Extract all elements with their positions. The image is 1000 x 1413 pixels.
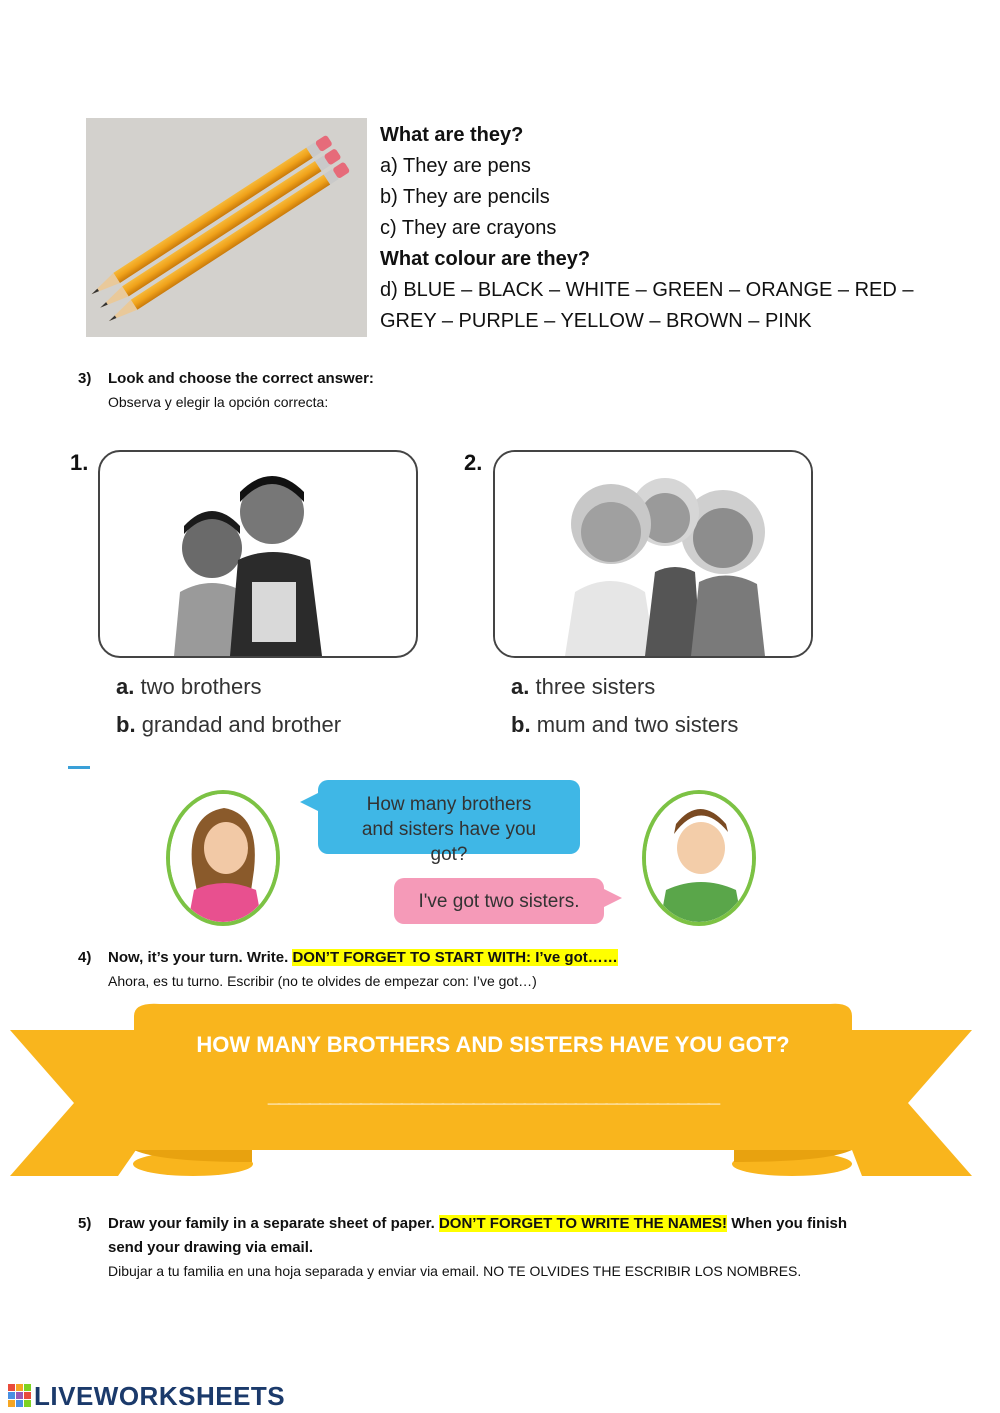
liveworksheets-logo-icon — [8, 1384, 32, 1408]
liveworksheets-logo-text[interactable]: LIVEWORKSHEETS — [34, 1381, 286, 1411]
section4-title: Now, it’s your turn. Write. — [108, 949, 289, 966]
item2-option-b[interactable] — [511, 712, 738, 738]
section3-subtitle: Observa y elegir la opción correcta: — [108, 394, 329, 410]
girl-illustration — [170, 794, 276, 922]
question-speech-bubble — [318, 780, 580, 865]
boy-avatar — [642, 790, 756, 926]
answer-speech-bubble — [394, 878, 604, 924]
option-c: c) They are crayons — [380, 217, 557, 239]
boy-illustration — [646, 794, 752, 922]
banner-answer-line[interactable]: ____________________________________________ — [267, 1082, 719, 1107]
item1-option-b-text: grandad and brother — [141, 712, 342, 737]
section5-title-line2: send your drawing via email. — [108, 1239, 314, 1256]
answer-speech-text: I've got two sisters. — [418, 891, 580, 912]
question-speech-text: How many brothers and sisters have you got? — [361, 794, 537, 865]
logo-tiles-icon — [8, 1384, 32, 1408]
two-boys-photo — [100, 452, 416, 656]
item2-number: 2. — [464, 450, 483, 475]
item1-number: 1. — [70, 450, 89, 475]
colour-options-line2: GREY – PURPLE – YELLOW – BROWN – PINK — [380, 310, 812, 332]
section4-number: 4) — [78, 949, 92, 966]
section5-title: Draw your family in a separate sheet of paper. — [108, 1215, 435, 1232]
question-what-colour: What colour are they? — [380, 248, 591, 270]
section4-subtitle: Ahora, es tu turno. Escribir (no te olvides de empezar con: I’ve got…) — [108, 973, 537, 989]
colour-options-line1: d) BLUE – BLACK – WHITE – GREEN – ORANGE – RED – — [380, 279, 914, 301]
question-what-are-they: What are they? — [380, 124, 524, 146]
item1-photo-frame — [98, 450, 418, 658]
item2-option-a-letter: a. — [511, 674, 530, 699]
three-girls-photo — [495, 452, 811, 656]
girl-avatar — [166, 790, 280, 926]
pencils-illustration — [86, 118, 367, 337]
pencils-question-block — [380, 120, 940, 337]
item2-option-a[interactable] — [511, 674, 655, 700]
item1-option-a[interactable] — [116, 674, 262, 700]
section5-title-end: When you finish — [731, 1215, 848, 1232]
option-b: b) They are pencils — [380, 186, 550, 208]
option-a: a) They are pens — [380, 155, 531, 177]
item1-option-a-letter: a. — [116, 674, 135, 699]
item2-option-b-letter: b. — [511, 712, 531, 737]
section4-title-line — [108, 949, 618, 966]
section3-title: Look and choose the correct answer: — [108, 370, 374, 387]
item1-option-b-letter: b. — [116, 712, 136, 737]
question-bubble-tail — [300, 792, 320, 812]
answer-bubble-tail — [602, 888, 622, 908]
section3-number: 3) — [78, 370, 92, 387]
section5-number: 5) — [78, 1215, 92, 1232]
pencils-image — [86, 118, 367, 337]
item2-photo-frame — [493, 450, 813, 658]
item2-option-a-text: three sisters — [535, 674, 656, 699]
section4-highlight: DON’T FORGET TO START WITH: I’ve got…… — [292, 949, 618, 966]
section5-highlight: DON’T FORGET TO WRITE THE NAMES! — [438, 1215, 728, 1232]
item2-option-b-text: mum and two sisters — [536, 712, 739, 737]
section5-title-line — [108, 1215, 847, 1232]
item1-option-b[interactable] — [116, 712, 341, 738]
decorative-blue-dash — [68, 766, 90, 769]
section5-subtitle: Dibujar a tu familia en una hoja separada y enviar via email. NO TE OLVIDES THE ESCRIBIR LOS NOMBRES. — [108, 1263, 802, 1279]
item1-option-a-text: two brothers — [140, 674, 262, 699]
banner-title: HOW MANY BROTHERS AND SISTERS HAVE YOU GOT? — [196, 1032, 790, 1057]
